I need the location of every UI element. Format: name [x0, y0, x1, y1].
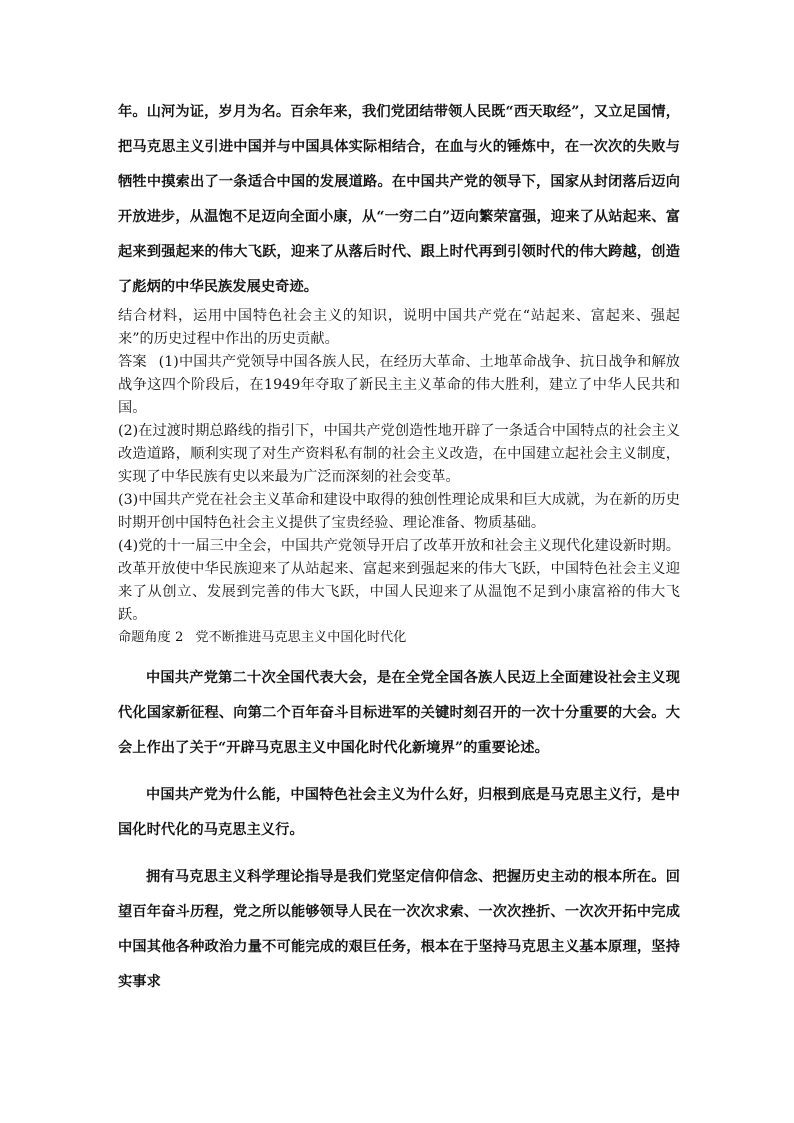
topic-title: 党不断推进马克思主义中国化时代化	[195, 630, 407, 645]
document-content	[118, 95, 680, 1000]
topic-heading	[118, 627, 680, 649]
material-paragraph-1: 年。山河为证，岁月为名。百余年来，我们党团结带领人民既“西天取经”，又立足国情，把马克思主义引进中国并与中国具体实际相结合，在血与火的锤炼中，在一次次的失败与牺牲中摸索出了一条适合中国的发展道路。在中国共产党的领导下，国家从封闭落后迈向开放进步，从温饱不足迈向全面小康，从“一穷二白”迈向繁荣富强，迎来了从站起来、富起来到强起来的伟大飞跃，迎来了从落后时代、跟上时代再到引领时代的伟大跨越，创造了彪炳的中华民族发展史奇迹。	[118, 104, 680, 295]
answer-item-4: (4)党的十一届三中全会，中国共产党领导开启了改革开放和社会主义现代化建设新时期。改革开放使中华民族迎来了从站起来、富起来到强起来的伟大飞跃，中国特色社会主义迎来了从创立、发展到完善的伟大飞跃，中国人民迎来了从温饱不足到小康富裕的伟大飞跃。	[118, 538, 680, 623]
answer-item-1	[118, 351, 680, 420]
material2-paragraph-2: 中国共产党为什么能，中国特色社会主义为什么好，归根到底是马克思主义行，是中国化时代化的马克思主义行。	[118, 787, 680, 838]
answer-item-2: (2)在过渡时期总路线的指引下，中国共产党创造性地开辟了一条适合中国特点的社会主义改造道路，顺利实现了对生产资料私有制的社会主义改造，在中国建立起社会主义制度，实现了中华民族有史以来最为广泛而深刻的社会变革。	[118, 423, 680, 485]
answer-item-1-text: (1)中国共产党领导中国各族人民，在经历大革命、土地革命战争、抗日战争和解放战争这四个阶段后，在1949年夺取了新民主主义革命的伟大胜利，建立了中华人民共和国。	[118, 354, 680, 416]
material2-paragraph-3: 拥有马克思主义科学理论指导是我们党坚定信仰信念、把握历史主动的根本所在。回望百年奋斗历程，党之所以能够领导人民在一次次求索、一次次挫折、一次次开拓中完成中国其他各种政治力量不可能完成的艰巨任务，根本在于坚持马克思主义基本原理，坚持实事求	[118, 869, 680, 990]
question-text: 结合材料，运用中国特色社会主义的知识，说明中国共产党在“站起来、富起来、强起来”的历史过程中作出的历史贡献。	[118, 308, 680, 347]
answer-label: 答案	[118, 354, 147, 370]
answer-item-3: (3)中国共产党在社会主义革命和建设中取得的独创性理论成果和巨大成就，为在新的历史时期开创中国特色社会主义提供了宝贵经验、理论准备、物质基础。	[118, 492, 680, 531]
topic-label: 命题角度 2	[118, 630, 184, 645]
material2-paragraph-1: 中国共产党第二十次全国代表大会，是在全党全国各族人民迈上全面建设社会主义现代化国家新征程、向第二个百年奋斗目标进军的关键时刻召开的一次十分重要的大会。大会上作出了关于“开辟马克思主义中国化时代化新境界”的重要论述。	[118, 670, 680, 756]
